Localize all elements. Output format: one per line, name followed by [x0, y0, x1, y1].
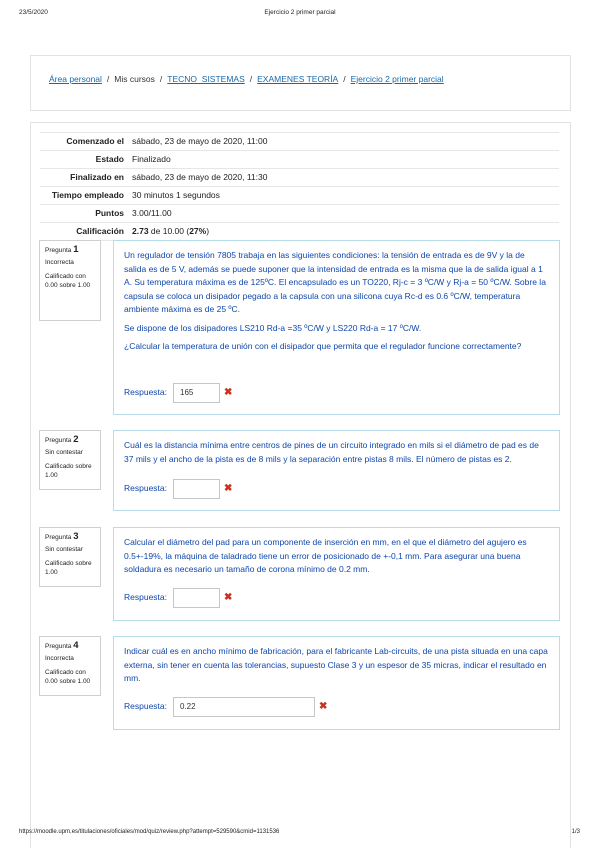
- summary-label: Estado: [95, 154, 124, 164]
- breadcrumb-mis-cursos: Mis cursos: [114, 74, 155, 84]
- summary-grade-value: [128, 223, 559, 241]
- answer-label: Respuesta:: [124, 483, 167, 494]
- summary-row: [40, 151, 559, 169]
- question-content-4: [113, 636, 560, 730]
- summary-row: [40, 169, 559, 187]
- question-grade: Calificado con 0.00 sobre 1.00: [45, 669, 91, 685]
- summary-row: [40, 133, 559, 151]
- question-text: Un regulador de tensión 7805 trabaja en las siguientes condiciones: la tensión de entrada es de 9V y la de salida es de 5 V, además se puede suponer que la intensidad de entrada es la misma que la de salida igual a 1 A. Su temperatura máxima es de 125ºC. El encapsulado es un TO220, Rj-c = 3 ºC/W y Rj-a = 50 ºC/W. Sobre la capsula se coloca un disipador pegado a la capsula con una silicona cuya Rc-d es 0.6 ºC/W, temperatura ambiente máxima es de 25 ºC.: [124, 250, 546, 314]
- summary-label: Puntos: [95, 208, 124, 218]
- answer-row: [124, 383, 232, 403]
- question-info-2: [39, 430, 101, 490]
- breadcrumb-section[interactable]: EXAMENES TEORÍA: [257, 74, 339, 84]
- breadcrumb-separator: /: [159, 74, 163, 84]
- breadcrumb: [49, 74, 444, 84]
- answer-row: [124, 479, 232, 499]
- question-text: Calcular el diámetro del pad para un componente de inserción en mm, en el que el diámetro del agujero es 0.5+-19%, la máquina de taladrado tiene un error de posicionado de +-0,1 mm. Para asegurar una buena soldadura es necesario un tamaño de corona mínimo de 0.2 mm.: [124, 537, 527, 574]
- summary-value: 3.00/11.00: [132, 208, 172, 218]
- question-info-3: [39, 527, 101, 587]
- question-number-value: 3: [73, 531, 79, 542]
- incorrect-icon: ✖: [224, 592, 233, 604]
- question-number: [45, 641, 95, 651]
- question-state: Sin contestar: [45, 449, 83, 456]
- summary-label: Tiempo empleado: [51, 190, 124, 200]
- breadcrumb-course[interactable]: TECNO_SISTEMAS: [167, 74, 245, 84]
- answer-label: Respuesta:: [124, 387, 167, 398]
- question-text: Se dispone de los disipadores LS210 Rd-a =35 ºC/W y LS220 Rd-a = 17 ºC/W.: [124, 322, 422, 333]
- summary-label: Calificación: [76, 226, 124, 236]
- summary-label: Finalizado en: [70, 172, 124, 182]
- incorrect-icon: ✖: [224, 387, 233, 399]
- question-grade: Calificado con 0.00 sobre 1.00: [45, 273, 91, 289]
- print-title: Ejercicio 2 primer parcial: [264, 9, 336, 16]
- question-state: Incorrecta: [45, 655, 74, 662]
- question-prefix: Pregunta: [45, 247, 72, 254]
- summary-row: [40, 205, 559, 223]
- question-prefix: Pregunta: [45, 534, 72, 541]
- attempt-summary-table: [40, 132, 559, 241]
- print-page-number: 1/3: [571, 829, 580, 835]
- summary-value: Finalizado: [132, 154, 171, 164]
- question-state: Incorrecta: [45, 259, 74, 266]
- breadcrumb-area-personal[interactable]: Área personal: [49, 74, 102, 84]
- summary-row-grade: [40, 223, 559, 241]
- question-number: [45, 435, 95, 445]
- question-number: [45, 245, 95, 255]
- incorrect-icon: ✖: [224, 483, 233, 495]
- breadcrumb-quiz[interactable]: Ejercicio 2 primer parcial: [350, 74, 444, 84]
- answer-input[interactable]: [173, 588, 220, 608]
- question-state: Sin contestar: [45, 546, 83, 553]
- grade-middle: de 10.00 (: [148, 226, 190, 236]
- question-info-1: [39, 240, 101, 321]
- answer-input[interactable]: [173, 479, 220, 499]
- grade-end: ): [206, 226, 210, 236]
- answer-label: Respuesta:: [124, 701, 167, 712]
- question-text: ¿Calcular la temperatura de unión con el disipador que permita que el regulador funcione correctamente?: [124, 341, 522, 351]
- incorrect-icon: ✖: [319, 701, 328, 713]
- question-text: Cuál es la distancia mínima entre centros de pines de un circuito integrado en mils si el diámetro de pad es de 37 mils y el ancho de la pista es de 8 mils y la separación entre pistas 8 mils. El número de pistas es 2.: [124, 440, 539, 464]
- answer-row: [124, 588, 232, 608]
- question-content-1: [113, 240, 560, 415]
- answer-label: Respuesta:: [124, 592, 167, 603]
- summary-row: [40, 187, 559, 205]
- question-prefix: Pregunta: [45, 643, 72, 650]
- print-date: 23/5/2020: [19, 9, 48, 16]
- question-number-value: 1: [73, 244, 79, 255]
- answer-input[interactable]: 0.22: [173, 697, 315, 717]
- question-number-value: 4: [73, 640, 79, 651]
- summary-value: 30 minutos 1 segundos: [132, 190, 220, 200]
- question-number-value: 2: [73, 434, 79, 445]
- breadcrumb-separator: /: [343, 74, 346, 84]
- question-number: [45, 532, 95, 542]
- answer-row: [124, 697, 327, 717]
- question-grade: Calificado sobre 1.00: [45, 463, 92, 479]
- question-content-3: [113, 527, 560, 621]
- question-info-4: [39, 636, 101, 696]
- summary-value: sábado, 23 de mayo de 2020, 11:30: [132, 172, 268, 182]
- answer-input[interactable]: 165: [173, 383, 220, 403]
- question-content-2: [113, 430, 560, 511]
- question-grade: Calificado sobre 1.00: [45, 560, 92, 576]
- breadcrumb-separator: /: [249, 74, 253, 84]
- summary-value: sábado, 23 de mayo de 2020, 11:00: [132, 136, 268, 146]
- grade-score: 2.73: [132, 226, 149, 236]
- breadcrumb-container: [30, 55, 571, 111]
- summary-label: Comenzado el: [66, 136, 124, 146]
- question-text: Indicar cuál es en ancho mínimo de fabricación, para el fabricante Lab-circuits, de una pista situada en una capa externa, sin tener en cuenta las tolerancias, supuesto Clase 3 y un espesor de 35 micras, indicar el resultado en mm.: [124, 646, 548, 683]
- print-url: https://moodle.upm.es/titulaciones/oficiales/mod/quiz/review.php?attempt=529590&cmid=1131536: [19, 829, 280, 835]
- breadcrumb-separator: /: [106, 74, 110, 84]
- grade-percent: 27%: [189, 226, 207, 236]
- question-prefix: Pregunta: [45, 437, 72, 444]
